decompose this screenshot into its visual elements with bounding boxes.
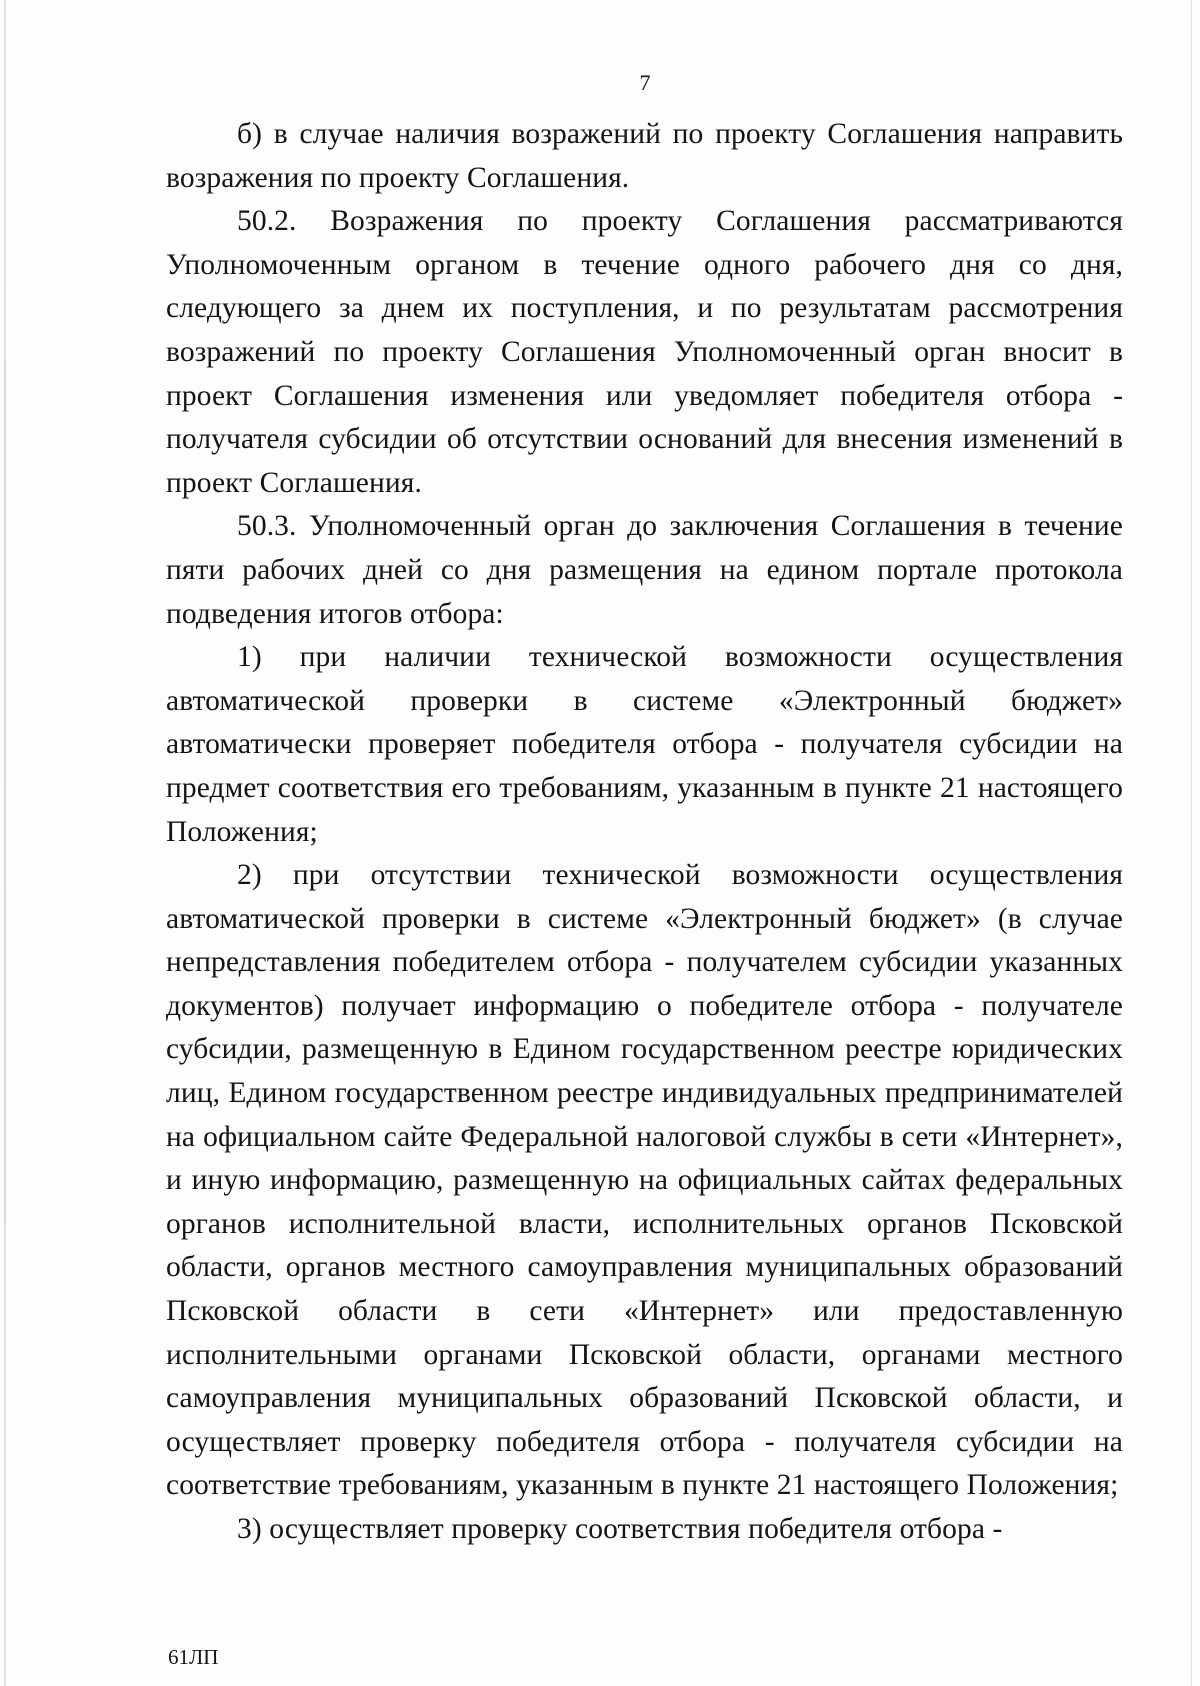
paragraph-50-2: 50.2. Возражения по проекту Соглашения рассматриваются Уполномоченным органом в течение одного рабочего дня со дня, следующего за днем их поступления, и по результатам рассмотрения возражений по проекту Соглашения Уполномоченный орган вносит в проект Соглашения изменения или уведомляет победителя отбора - получателя субсидии об отсутствии оснований для внесения изменений в проект Соглашения. xyxy=(166,205,1123,499)
paragraph-objections-item-b: б) в случае наличия возражений по проекту Соглашения направить возражения по проекту Соглашения. xyxy=(166,118,1123,194)
page-number: 7 xyxy=(639,70,651,95)
paragraph-item-2: 2) при отсутствии технической возможности осуществления автоматической проверки в системе «Электронный бюджет» (в случае непредставления победителем отбора - получателем субсидии указанных документов) получает информацию о победителе отбора - получателе субсидии, размещенную в Едином государственном реестре юридических лиц, Едином государственном реестре индивидуальных предпринимателей на официальном сайте Федеральной налоговой службы в сети «Интернет», и иную информацию, размещенную на официальных сайтах федеральных органов исполнительной власти, исполнительных органов Псковской области, органов местного самоуправления муниципальных образований Псковской области в сети «Интернет» или предоставленную исполнительными органами Псковской области, органами местного самоуправления муниципальных образований Псковской области, и осуществляет проверку победителя отбора - получателя субсидии на соответствие требованиям, указанным в пункте 21 настоящего Положения; xyxy=(166,859,1123,1502)
paragraph-50-3: 50.3. Уполномоченный орган до заключения Соглашения в течение пяти рабочих дней со дня размещения на едином портале протокола подведения итогов отбора: xyxy=(166,510,1123,630)
footer-document-code: 61ЛП xyxy=(168,1645,219,1669)
document-body xyxy=(166,113,1123,1552)
paragraph-item-1: 1) при наличии технической возможности осуществления автоматической проверки в системе «Электронный бюджет» автоматически проверяет победителя отбора - получателя субсидии на предмет соответствия его требованиям, указанным в пункте 21 настоящего Положения; xyxy=(166,641,1123,848)
scan-edge-left xyxy=(4,0,6,1686)
scan-edge-right xyxy=(1191,0,1192,1686)
paragraph-item-3: 3) осуществляет проверку соответствия победителя отбора - xyxy=(237,1513,1003,1545)
